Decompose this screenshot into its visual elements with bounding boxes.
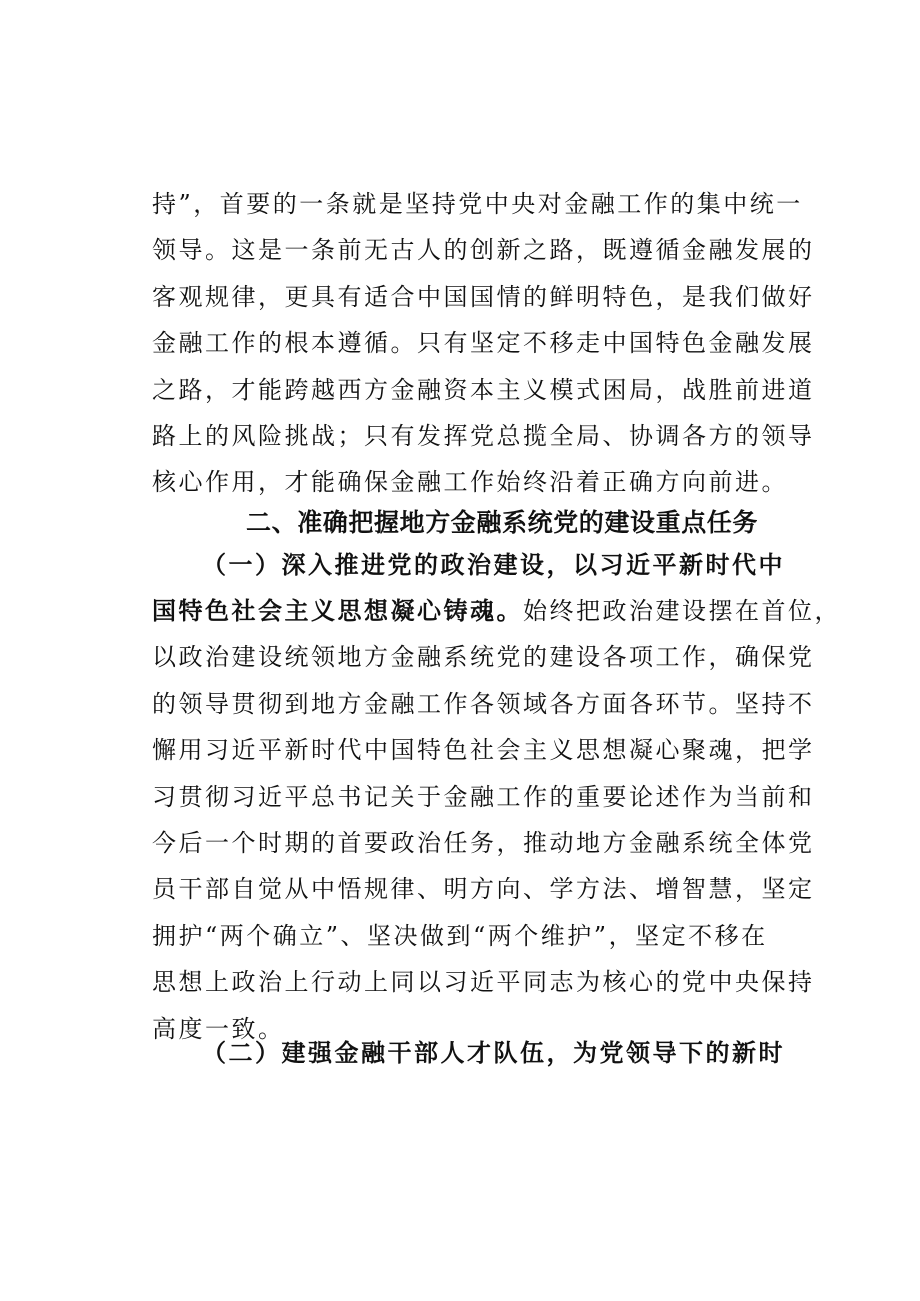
subsection-1-line-2-rest: 始终把政治建设摆在首位，	[523, 597, 841, 625]
subsection-1-line: 高度一致。	[152, 1014, 285, 1043]
subsection-1-title-line-1: （一）深入推进党的政治建设，以习近平新时代中	[202, 550, 785, 579]
subsection-1-line: 以政治建设统领地方金融系统党的建设各项工作，确保党	[152, 643, 815, 672]
paragraph-1-line: 持”，首要的一条就是坚持党中央对金融工作的集中统一	[152, 190, 803, 218]
paragraph-1-line: 核心作用，才能确保金融工作始终沿着正确方向前进。	[152, 468, 788, 497]
subsection-1-line: 员干部自觉从中悟规律、明方向、学方法、增智慧，坚定	[152, 875, 815, 904]
subsection-1-line: 懈用习近平新时代中国特色社会主义思想凝心聚魂，把学	[152, 736, 815, 765]
paragraph-1-line: 客观规律，更具有适合中国国情的鲜明特色，是我们做好	[152, 282, 815, 311]
paragraph-1-line: 路上的风险挑战；只有发挥党总揽全局、协调各方的领导	[152, 421, 815, 450]
subsection-1-body	[152, 588, 841, 1052]
paragraph-1	[152, 181, 815, 506]
subsection-1-line: 的领导贯彻到地方金融工作各领域各方面各环节。坚持不	[152, 689, 815, 718]
section-heading: 二、准确把握地方金融系统党的建设重点任务	[246, 508, 759, 537]
subsection-1-line: 今后一个时期的首要政治任务，推动地方金融系统全体党	[152, 828, 815, 857]
subsection-1-title-line-2-row	[152, 588, 841, 634]
paragraph-1-line: 之路，才能跨越西方金融资本主义模式困局，战胜前进道	[152, 375, 815, 404]
subsection-1-line: 思想上政治上行动上同以习近平同志为核心的党中央保持	[152, 968, 815, 997]
paragraph-1-line: 金融工作的根本遵循。只有坚定不移走中国特色金融发展	[152, 329, 815, 358]
subsection-1-line: 拥护“两个确立”、坚决做到“两个维护”，坚定不移在	[152, 921, 768, 950]
subsection-1-line: 习贯彻习近平总书记关于金融工作的重要论述作为当前和	[152, 782, 815, 811]
subsection-2-title-line-1: （二）建强金融干部人才队伍，为党领导下的新时	[202, 1038, 785, 1067]
paragraph-1-line: 领导。这是一条前无古人的创新之路，既遵循金融发展的	[152, 236, 815, 265]
subsection-1-title-line-2: 国特色社会主义思想凝心铸魂。	[152, 596, 523, 625]
